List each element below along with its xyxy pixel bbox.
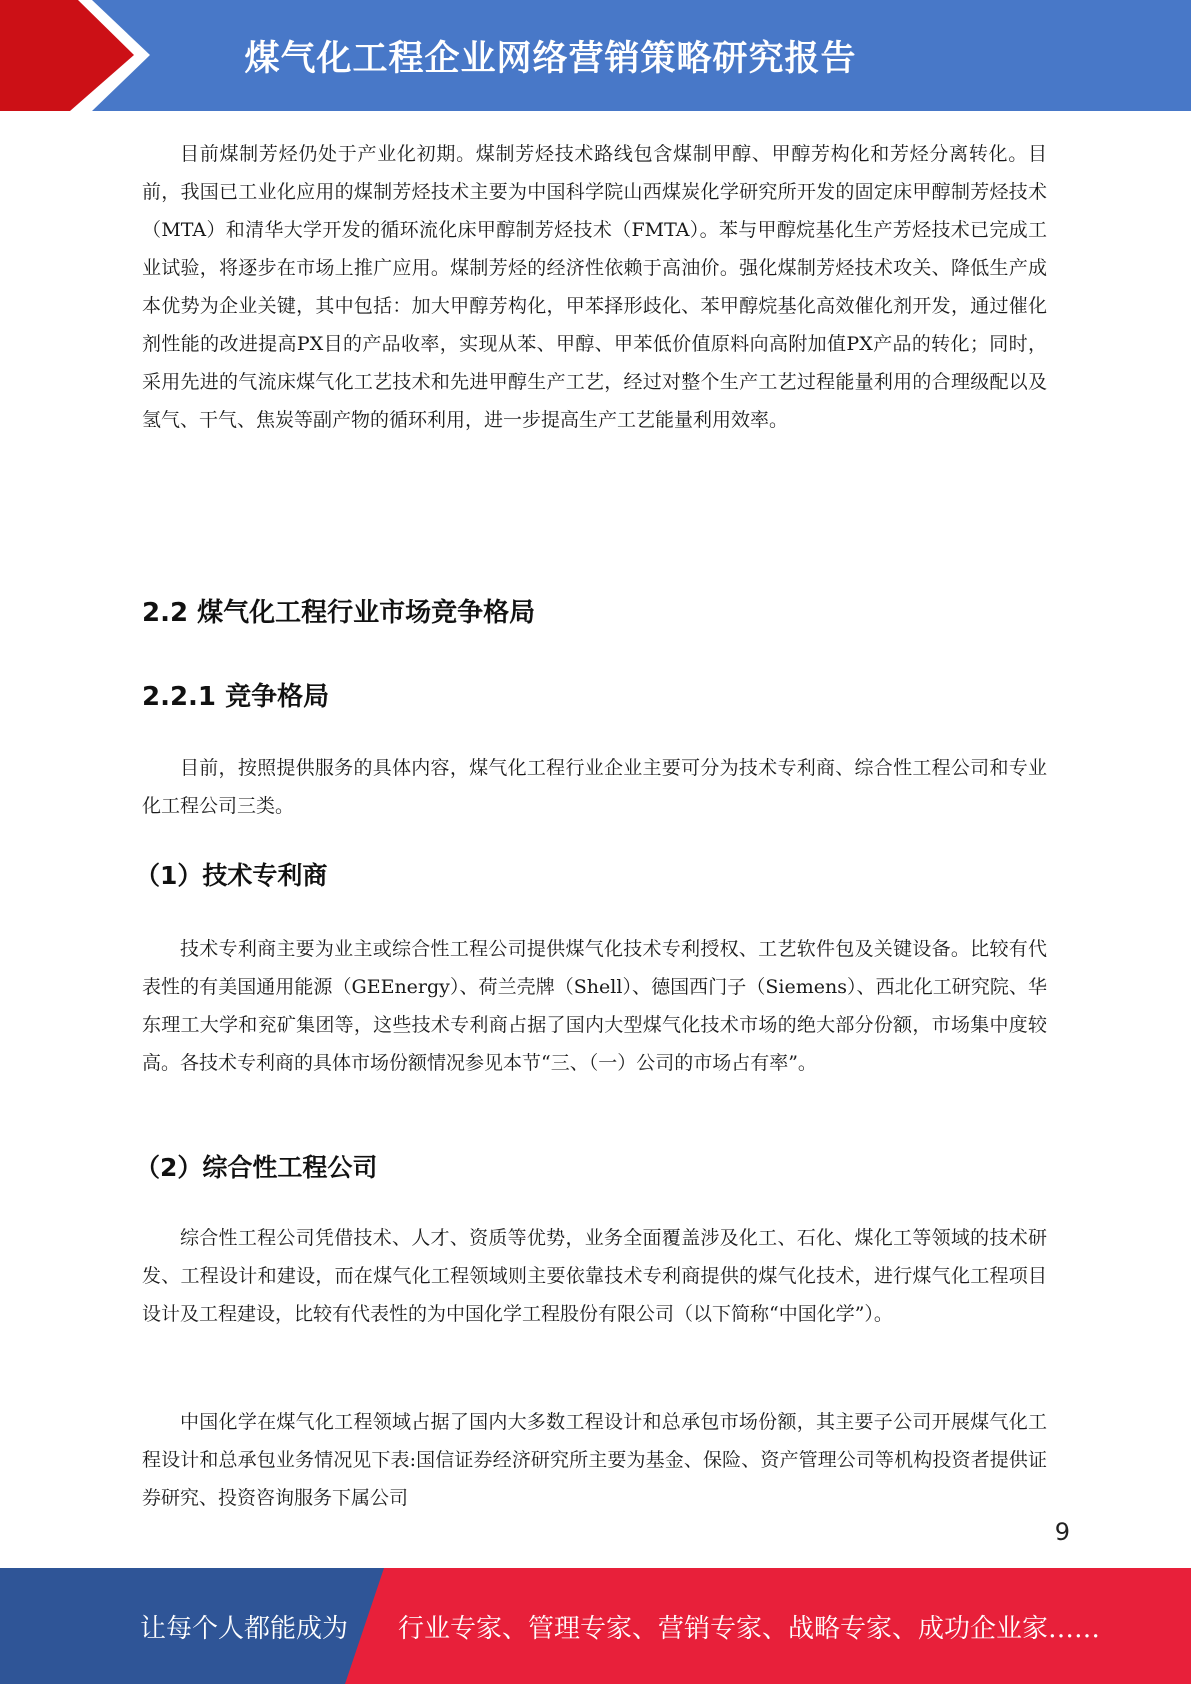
page-number: 9 — [1054, 1518, 1070, 1546]
subsection-heading-wrap — [142, 676, 1047, 713]
comprehensive-paragraph: 综合性工程公司凭借技术、人才、资质等优势，业务全面覆盖涉及化工、石化、煤化工等领域的技术研发、工程设计和建设，而在煤气化工程领域则主要依靠技术专利商提供的煤气化技术，进行煤气化工程项目设计及工程建设，比较有代表性的为中国化学工程股份有限公司（以下简称“中国化学”）。 — [142, 1227, 1047, 1325]
header-title-wrap — [200, 0, 1191, 111]
patent-heading-wrap — [135, 856, 1040, 892]
footer-band — [0, 1568, 1191, 1684]
section-heading: 2.2 煤气化工程行业市场竞争格局 — [142, 598, 536, 628]
patent-section — [142, 930, 1047, 1082]
intro-section — [142, 135, 1047, 439]
subsection-heading: 2.2.1 竞争格局 — [142, 682, 330, 712]
comprehensive-heading-wrap — [135, 1148, 1040, 1184]
comprehensive-section — [142, 1219, 1047, 1333]
header-arrow-decoration — [0, 0, 150, 111]
patent-heading: （1）技术专利商 — [135, 861, 328, 890]
competition-paragraph: 目前，按照提供服务的具体内容，煤气化工程行业企业主要可分为技术专利商、综合性工程公司和专业化工程公司三类。 — [142, 757, 1047, 817]
china-chem-section — [142, 1403, 1047, 1517]
footer-slogan-right: 行业专家、管理专家、营销专家、战略专家、成功企业家…… — [398, 1613, 1101, 1644]
competition-section — [142, 749, 1047, 825]
header-title: 煤气化工程企业网络营销策略研究报告 — [244, 38, 857, 79]
china-chem-paragraph: 中国化学在煤气化工程领域占据了国内大多数工程设计和总承包市场份额，其主要子公司开展煤气化工程设计和总承包业务情况见下表:国信证券经济研究所主要为基金、保险、资产管理公司等机构投资者提供证券研究、投资咨询服务下属公司 — [142, 1411, 1047, 1509]
header-band — [0, 0, 1191, 111]
footer-slogan-left: 让每个人都能成为 — [140, 1613, 349, 1644]
comprehensive-heading: （2）综合性工程公司 — [135, 1153, 378, 1182]
section-heading-wrap — [142, 592, 1047, 629]
intro-paragraph: 目前煤制芳烃仍处于产业化初期。煤制芳烃技术路线包含煤制甲醇、甲醇芳构化和芳烃分离转化。目前，我国已工业化应用的煤制芳烃技术主要为中国科学院山西煤炭化学研究所开发的固定床甲醇制芳烃技术（MTA）和清华大学开发的循环流化床甲醇制芳烃技术（FMTA）。苯与甲醇烷基化生产芳烃技术已完成工业试验，将逐步在市场上推广应用。煤制芳烃的经济性依赖于高油价。强化煤制芳烃技术攻关、降低生产成本优势为企业关键，其中包括：加大甲醇芳构化，甲苯择形歧化、苯甲醇烷基化高效催化剂开发，通过催化剂性能的改进提高PX目的产品收率，实现从苯、甲醇、甲苯低价值原料向高附加值PX产品的转化；同时，采用先进的气流床煤气化工艺技术和先进甲醇生产工艺，经过对整个生产工艺过程能量利用的合理级配以及氢气、干气、焦炭等副产物的循环利用，进一步提高生产工艺能量利用效率。 — [142, 143, 1047, 431]
patent-paragraph: 技术专利商主要为业主或综合性工程公司提供煤气化技术专利授权、工艺软件包及关键设备。比较有代表性的有美国通用能源（GEEnergy）、荷兰壳牌（Shell）、德国西门子（Siemens）、西北化工研究院、华东理工大学和兖矿集团等，这些技术专利商占据了国内大型煤气化技术市场的绝大部分份额，市场集中度较高。各技术专利商的具体市场份额情况参见本节“三、（一）公司的市场占有率”。 — [142, 938, 1047, 1074]
